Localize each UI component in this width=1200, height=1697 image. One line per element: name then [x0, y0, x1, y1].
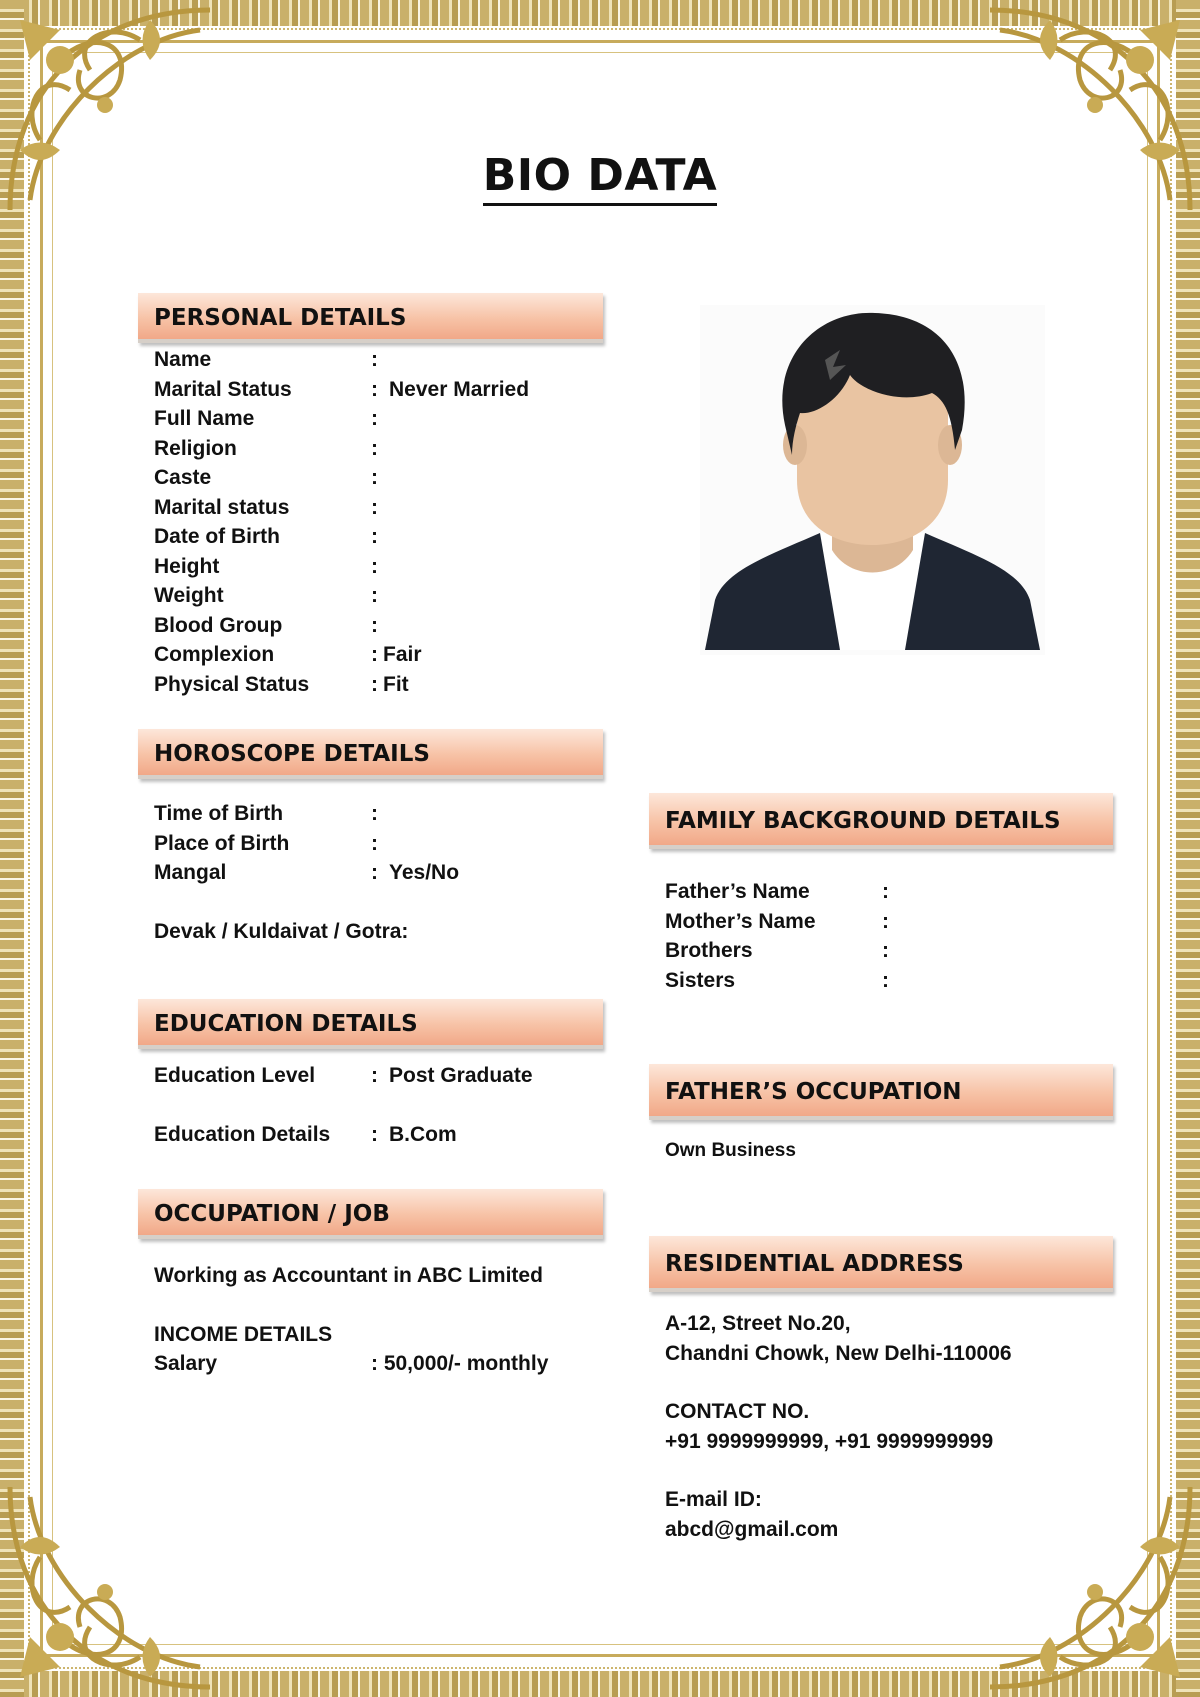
- email-value: abcd@gmail.com: [665, 1517, 839, 1541]
- income-heading: INCOME DETAILS: [154, 1322, 333, 1346]
- father-occupation-section: [649, 1064, 1113, 1166]
- field-row-salary: Salary : 50,000/- monthly: [154, 1352, 549, 1375]
- field-row-sisters: Sisters :: [665, 968, 889, 992]
- horoscope-details-heading: HOROSCOPE DETAILS: [138, 729, 603, 779]
- residential-address-heading: RESIDENTIAL ADDRESS: [649, 1236, 1113, 1292]
- field-row-religion: Religion :: [154, 436, 378, 460]
- horoscope-details-section: [138, 729, 603, 946]
- occupation-section: [138, 1189, 603, 1379]
- field-row-blood-group: Blood Group :: [154, 613, 378, 637]
- field-row-full-name: Full Name :: [154, 407, 378, 430]
- contact-value: +91 9999999999, +91 9999999999: [665, 1429, 994, 1453]
- field-row-date-of-birth: Date of Birth :: [154, 525, 378, 548]
- field-row-height: Height :: [154, 554, 378, 578]
- field-row-place-of-birth: Place of Birth :: [154, 831, 378, 855]
- field-row-caste: Caste :: [154, 466, 378, 489]
- education-details-section: [138, 999, 603, 1149]
- border-top: [0, 0, 1200, 26]
- family-background-heading: FAMILY BACKGROUND DETAILS: [649, 793, 1113, 849]
- occupation-text: Working as Accountant in ABC Limited: [154, 1264, 543, 1287]
- family-background-list: [649, 877, 1113, 995]
- horoscope-details-list: [138, 799, 603, 888]
- personal-details-section: [138, 293, 603, 699]
- education-details-list: [138, 1061, 603, 1149]
- personal-details-list: [138, 345, 603, 699]
- field-row-marital-status-2: Marital status :: [154, 495, 378, 519]
- contact-label: CONTACT NO.: [665, 1400, 810, 1423]
- address-line-1: A-12, Street No.20,: [665, 1312, 851, 1335]
- field-row-mother-name: Mother’s Name :: [665, 909, 889, 933]
- field-row-weight: Weight :: [154, 584, 378, 607]
- gotra-label: Devak / Kuldaivat / Gotra:: [154, 919, 409, 943]
- page-title: BIO DATA: [0, 150, 1200, 201]
- field-row-brothers: Brothers :: [665, 939, 889, 962]
- field-row-education-level: Education Level : Post Graduate: [154, 1064, 533, 1087]
- family-background-section: [649, 793, 1113, 995]
- border-left: [0, 0, 24, 1697]
- father-occupation-text: Own Business: [665, 1140, 796, 1161]
- field-row-physical-status: Physical Status : Fit: [154, 672, 409, 696]
- address-line-2: Chandni Chowk, New Delhi-110006: [665, 1341, 1012, 1365]
- field-row-name: Name :: [154, 348, 378, 371]
- personal-details-heading: PERSONAL DETAILS: [138, 293, 603, 343]
- residential-address-section: [649, 1236, 1113, 1544]
- field-row-father-name: Father’s Name :: [665, 880, 889, 903]
- email-label: E-mail ID:: [665, 1488, 762, 1511]
- person-avatar-icon: [700, 305, 1045, 655]
- father-occupation-heading: FATHER’S OCCUPATION: [649, 1064, 1113, 1120]
- field-row-time-of-birth: Time of Birth :: [154, 802, 378, 825]
- border-bottom: [0, 1671, 1200, 1697]
- occupation-heading: OCCUPATION / JOB: [138, 1189, 603, 1239]
- field-row-education-details: Education Details : B.Com: [154, 1122, 457, 1146]
- income-list: [138, 1349, 603, 1379]
- education-details-heading: EDUCATION DETAILS: [138, 999, 603, 1049]
- field-row-complexion: Complexion : Fair: [154, 643, 422, 666]
- border-right: [1176, 0, 1200, 1697]
- field-row-mangal: Mangal : Yes/No: [154, 861, 460, 884]
- field-row-marital-status: Marital Status : Never Married: [154, 377, 530, 401]
- corner-ornament-icon: [0, 1467, 230, 1697]
